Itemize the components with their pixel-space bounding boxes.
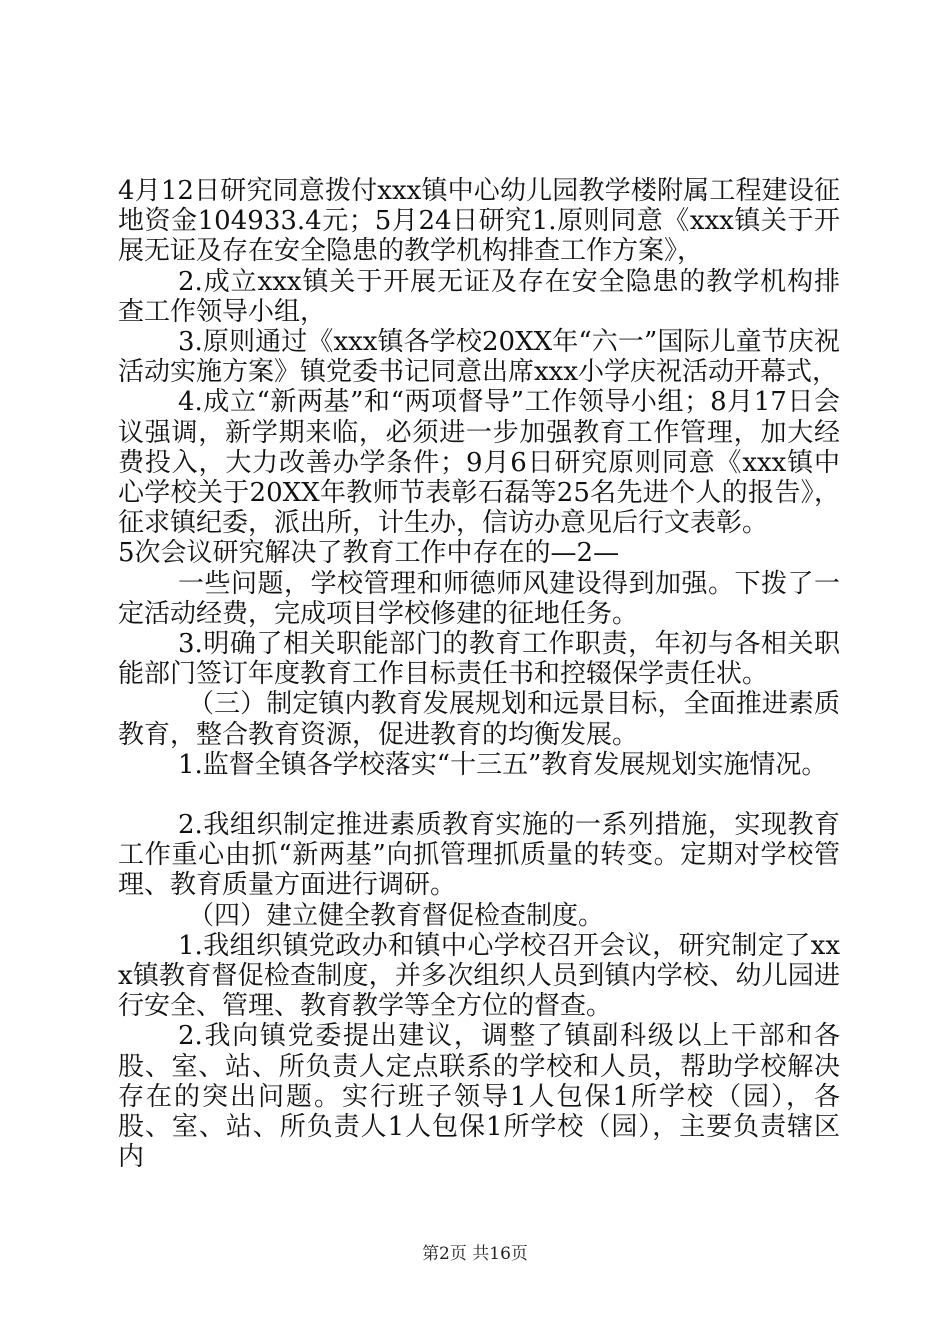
- paragraph-6: 一些问题，学校管理和师德师风建设得到加强。下拨了一定活动经费，完成项目学校修建的征地任务。: [118, 568, 840, 629]
- paragraph-8: （三）制定镇内教育发展规划和远景目标，全面推进素质教育，整合教育资源，促进教育的均衡发展。: [118, 689, 840, 750]
- paragraph-2: 2.成立xxx镇关于开展无证及存在安全隐患的教学机构排查工作领导小组，: [118, 266, 840, 327]
- paragraph-13: 2.我向镇党委提出建议，调整了镇副科级以上干部和各股、室、站、所负责人定点联系的学校和人员，帮助学校解决存在的突出问题。实行班子领导1人包保1所学校（园），各股、室、站、所负责人1人包保1所学校（园），主要负责辖区内: [118, 1021, 840, 1173]
- paragraph-3: 3.原则通过《xxx镇各学校20XX年“六一”国际儿童节庆祝活动实施方案》镇党委书记同意出席xxx小学庆祝活动开幕式，: [118, 327, 840, 388]
- paragraph-10: 2.我组织制定推进素质教育实施的一系列措施，实现教育工作重心由抓“新两基”向抓管理抓质量的转变。定期对学校管理、教育质量方面进行调研。: [118, 810, 840, 901]
- paragraph-5: 5次会议研究解决了教育工作中存在的—2—: [118, 538, 620, 569]
- paragraph-9: 1.监督全镇各学校落实“十三五”教育发展规划实施情况。: [178, 749, 828, 780]
- paragraph-7: 3.明确了相关职能部门的教育工作职责，年初与各相关职能部门签订年度教育工作目标责任书和控辍保学责任状。: [118, 629, 840, 690]
- document-body: [118, 176, 840, 1173]
- paragraph-11: （四）建立健全教育督促检查制度。: [188, 900, 605, 931]
- paragraph-4: 4.成立“新两基”和“两项督导”工作领导小组；8月17日会议强调，新学期来临，必须进一步加强教育工作管理，加大经费投入，大力改善办学条件；9月6日研究原则同意《xxx镇中心学校关于20XX年教师节表彰石磊等25名先进个人的报告》，征求镇纪委，派出所，计生办，信访办意见后行文表彰。: [118, 387, 840, 539]
- paragraph-12: 1.我组织镇党政办和镇中心学校召开会议，研究制定了xxx镇教育督促检查制度，并多次组织人员到镇内学校、幼儿园进行安全、管理、教育教学等全方位的督查。: [118, 930, 840, 1022]
- paragraph-1: 4月12日研究同意拨付xxx镇中心幼儿园教学楼附属工程建设征地资金104933.4元；5月24日研究1.原则同意《xxx镇关于开展无证及存在安全隐患的教学机构排查工作方案》，: [118, 176, 840, 267]
- blank-line: [118, 780, 840, 810]
- page-number-footer: 第2页 共16页: [422, 1244, 528, 1264]
